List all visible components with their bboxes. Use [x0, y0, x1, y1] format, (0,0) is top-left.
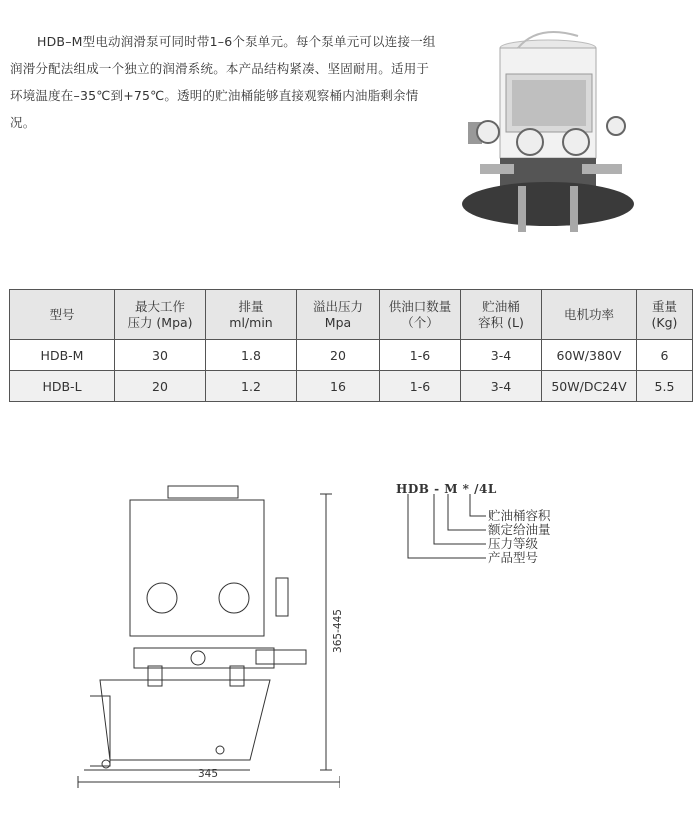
header-text: 贮油桶: [482, 298, 520, 314]
table-cell: HDB-L: [10, 371, 115, 402]
table-row: [10, 371, 693, 402]
pump-photo: [458, 14, 634, 246]
header-cell: 型号: [10, 290, 115, 340]
header-text: ml/min: [229, 314, 273, 330]
header-cell: [115, 290, 206, 340]
table-cell: 20: [297, 340, 380, 371]
header-cell: 电机功率: [542, 290, 637, 340]
header-cell: [637, 290, 693, 340]
table-cell: 3-4: [461, 371, 542, 402]
header-text: 供油口数量: [388, 298, 452, 314]
intro-paragraph: HDB–M型电动润滑泵可同时带1–6个泵单元。每个泵单元可以连接一组润滑分配法组成一个独立的润滑系统。本产品结构紧凑、坚固耐用。适用于环境温度在–35℃到+75℃。透明的贮油桶能够直接观察桶内油脂剩余情况。: [10, 34, 436, 130]
height-dimension: 365-445: [331, 609, 344, 653]
header-text: (Kg): [651, 314, 678, 330]
header-cell: [297, 290, 380, 340]
header-text: 溢出压力: [312, 298, 363, 314]
header-text: 最大工作: [134, 298, 185, 314]
table-cell: 3-4: [461, 340, 542, 371]
header-cell: [380, 290, 461, 340]
table-cell: 16: [297, 371, 380, 402]
legend-item: 额定给油量: [488, 522, 551, 537]
table-cell: 50W/DC24V: [542, 371, 637, 402]
header-text: 压力 (Mpa): [127, 314, 193, 330]
header-cell: [461, 290, 542, 340]
table-cell: 5.5: [637, 371, 693, 402]
header-text: Mpa: [324, 314, 352, 330]
legend-item: 压力等级: [488, 536, 539, 551]
legend-item: 贮油桶容积: [488, 508, 551, 523]
table-cell: 60W/380V: [542, 340, 637, 371]
table-header-row: [10, 290, 693, 340]
header-text: 重量: [651, 298, 677, 314]
header-cell: [206, 290, 297, 340]
table-cell: 1.2: [206, 371, 297, 402]
table-cell: 6: [637, 340, 693, 371]
model-code: HDB - M * /4L: [396, 482, 497, 496]
table-cell: 30: [115, 340, 206, 371]
width-dimension: 345: [198, 768, 219, 780]
table-row: [10, 340, 693, 371]
header-text: （个）: [401, 314, 439, 330]
table-cell: 1.8: [206, 340, 297, 371]
table-cell: HDB-M: [10, 340, 115, 371]
dimension-drawing: [70, 470, 340, 800]
header-text: 排量: [238, 298, 264, 314]
table-cell: 1-6: [380, 371, 461, 402]
header-text: 容积 (L): [478, 314, 524, 330]
spec-table: [9, 289, 693, 402]
legend-item: 产品型号: [488, 550, 539, 565]
table-cell: 20: [115, 371, 206, 402]
table-cell: 1-6: [380, 340, 461, 371]
